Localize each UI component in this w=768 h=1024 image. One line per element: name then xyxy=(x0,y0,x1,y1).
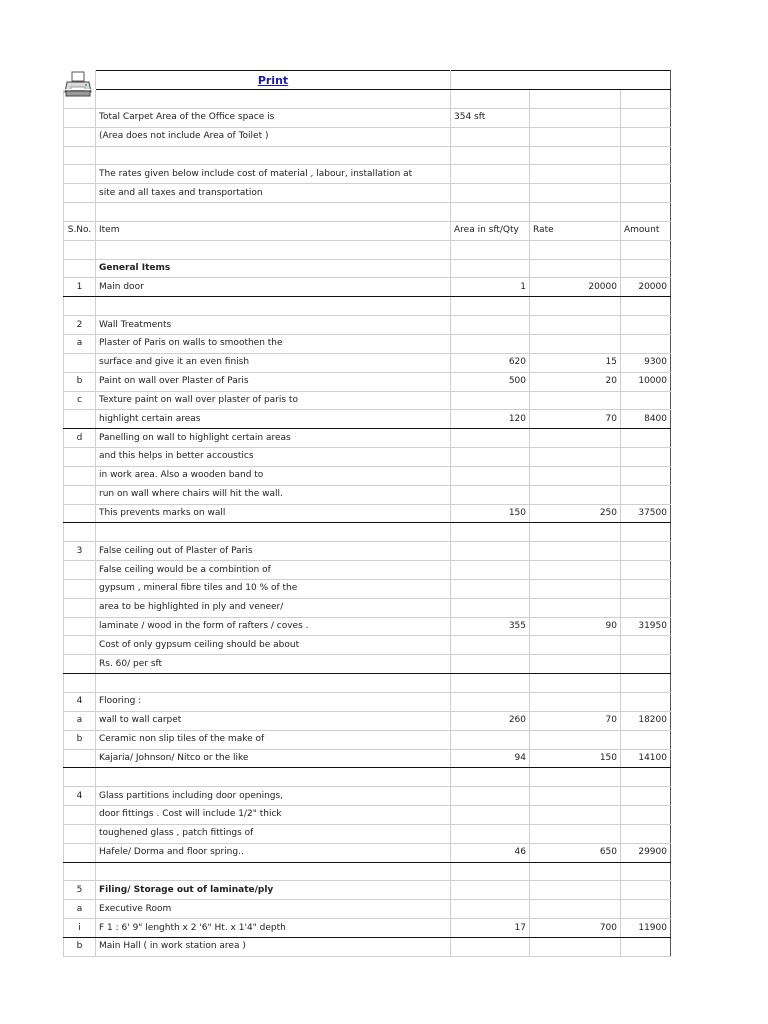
table-row xyxy=(64,90,671,109)
cell-area: 1 xyxy=(451,278,530,297)
cell-rate xyxy=(530,429,621,448)
table-row xyxy=(64,843,671,862)
cell-item: highlight certain areas xyxy=(96,410,451,429)
cell-sno xyxy=(64,617,96,636)
print-row-blank xyxy=(451,71,671,90)
cell-amount: 31950 xyxy=(621,617,671,636)
cell-amount xyxy=(621,485,671,504)
cell-rate: 70 xyxy=(530,711,621,730)
cell-item: Main Hall ( in work station area ) xyxy=(96,937,451,956)
cell-area: 46 xyxy=(451,843,530,862)
cell-amount xyxy=(621,655,671,674)
estimate-sheet xyxy=(63,70,671,957)
cell-sno: 5 xyxy=(64,881,96,900)
table-row xyxy=(64,787,671,806)
cell-amount xyxy=(621,240,671,259)
table-row xyxy=(64,259,671,278)
cell-amount xyxy=(621,108,671,127)
cell-item: Total Carpet Area of the Office space is xyxy=(96,108,451,127)
table-row xyxy=(64,353,671,372)
cell-sno xyxy=(64,259,96,278)
cell-rate xyxy=(530,334,621,353)
cell-area xyxy=(451,881,530,900)
cell-rate xyxy=(530,165,621,184)
cell-amount: 10000 xyxy=(621,372,671,391)
cell-area xyxy=(451,466,530,485)
cell-sno: b xyxy=(64,937,96,956)
cell-sno xyxy=(64,90,96,109)
cell-item xyxy=(96,146,451,165)
table-row xyxy=(64,768,671,787)
cell-item: The rates given below include cost of material , labour, installation at xyxy=(96,165,451,184)
cell-area xyxy=(451,862,530,881)
table-row xyxy=(64,636,671,655)
table-row xyxy=(64,108,671,127)
table-row xyxy=(64,184,671,203)
table-row xyxy=(64,410,671,429)
icon-cell xyxy=(64,71,96,90)
cell-amount xyxy=(621,674,671,693)
cell-rate: 20 xyxy=(530,372,621,391)
cell-sno xyxy=(64,448,96,467)
cell-rate xyxy=(530,787,621,806)
cell-amount: 20000 xyxy=(621,278,671,297)
cell-rate xyxy=(530,523,621,542)
table-row xyxy=(64,297,671,316)
cell-item: Ceramic non slip tiles of the make of xyxy=(96,730,451,749)
cell-area xyxy=(451,203,530,222)
table-row xyxy=(64,749,671,768)
cell-amount xyxy=(621,730,671,749)
cell-sno xyxy=(64,768,96,787)
cell-amount xyxy=(621,90,671,109)
cell-item xyxy=(96,297,451,316)
cell-amount: 29900 xyxy=(621,843,671,862)
cell-area: 120 xyxy=(451,410,530,429)
cell-area xyxy=(451,730,530,749)
cell-item: run on wall where chairs will hit the wall. xyxy=(96,485,451,504)
cell-rate xyxy=(530,900,621,919)
cell-rate xyxy=(530,730,621,749)
cell-amount xyxy=(621,561,671,580)
cell-area xyxy=(451,297,530,316)
cell-area xyxy=(451,184,530,203)
cell-sno: i xyxy=(64,919,96,938)
cell-item: gypsum , mineral fibre tiles and 10 % of the xyxy=(96,579,451,598)
cell-amount xyxy=(621,579,671,598)
cell-item: laminate / wood in the form of rafters / coves . xyxy=(96,617,451,636)
cell-sno xyxy=(64,466,96,485)
cell-item: site and all taxes and transportation xyxy=(96,184,451,203)
cell-area xyxy=(451,561,530,580)
table-row xyxy=(64,429,671,448)
cell-item xyxy=(96,674,451,693)
cell-sno xyxy=(64,579,96,598)
table-row xyxy=(64,316,671,335)
cell-area xyxy=(451,391,530,410)
table-row xyxy=(64,693,671,712)
table-row xyxy=(64,504,671,523)
cell-item: toughened glass , patch fittings of xyxy=(96,824,451,843)
cell-item: General Items xyxy=(96,259,451,278)
cell-amount xyxy=(621,937,671,956)
cell-amount xyxy=(621,824,671,843)
cell-amount: 37500 xyxy=(621,504,671,523)
table-row xyxy=(64,617,671,636)
cell-rate xyxy=(530,240,621,259)
table-row xyxy=(64,862,671,881)
cell-amount xyxy=(621,542,671,561)
cell-rate xyxy=(530,598,621,617)
cell-amount: Amount xyxy=(621,221,671,240)
cell-amount xyxy=(621,787,671,806)
table-row xyxy=(64,655,671,674)
cell-area xyxy=(451,598,530,617)
table-row xyxy=(64,542,671,561)
cell-area: 500 xyxy=(451,372,530,391)
cell-amount xyxy=(621,448,671,467)
cell-item: Cost of only gypsum ceiling should be about xyxy=(96,636,451,655)
cell-sno: c xyxy=(64,391,96,410)
cell-amount xyxy=(621,636,671,655)
table-row xyxy=(64,730,671,749)
cell-area xyxy=(451,259,530,278)
cell-sno xyxy=(64,523,96,542)
cell-area xyxy=(451,674,530,693)
cell-sno xyxy=(64,108,96,127)
cell-rate xyxy=(530,448,621,467)
cell-rate xyxy=(530,542,621,561)
cell-sno: b xyxy=(64,730,96,749)
cell-amount xyxy=(621,768,671,787)
cell-item xyxy=(96,768,451,787)
table-row xyxy=(64,806,671,825)
cell-item: Plaster of Paris on walls to smoothen the xyxy=(96,334,451,353)
cell-amount xyxy=(621,523,671,542)
cell-area xyxy=(451,937,530,956)
cell-area: Area in sft/Qty xyxy=(451,221,530,240)
cell-item: Panelling on wall to highlight certain areas xyxy=(96,429,451,448)
cell-amount: 9300 xyxy=(621,353,671,372)
cell-item: (Area does not include Area of Toilet ) xyxy=(96,127,451,146)
cell-item xyxy=(96,203,451,222)
table-row xyxy=(64,579,671,598)
cell-sno: a xyxy=(64,334,96,353)
cell-area xyxy=(451,523,530,542)
table-row xyxy=(64,881,671,900)
cell-item xyxy=(96,862,451,881)
cell-item: wall to wall carpet xyxy=(96,711,451,730)
cell-area xyxy=(451,693,530,712)
cell-area xyxy=(451,429,530,448)
cell-area: 260 xyxy=(451,711,530,730)
table-row xyxy=(64,900,671,919)
cell-area xyxy=(451,542,530,561)
cell-rate xyxy=(530,824,621,843)
cell-item: Filing/ Storage out of laminate/ply xyxy=(96,881,451,900)
print-link[interactable]: Print xyxy=(257,73,289,87)
cell-rate xyxy=(530,146,621,165)
print-cell xyxy=(96,71,451,90)
table-row xyxy=(64,674,671,693)
cell-amount xyxy=(621,693,671,712)
cell-area xyxy=(451,768,530,787)
cell-amount xyxy=(621,466,671,485)
cell-item: Paint on wall over Plaster of Paris xyxy=(96,372,451,391)
cell-amount xyxy=(621,334,671,353)
cell-rate xyxy=(530,862,621,881)
cell-sno xyxy=(64,504,96,523)
cell-rate xyxy=(530,561,621,580)
cell-rate xyxy=(530,655,621,674)
cell-area xyxy=(451,636,530,655)
cell-area xyxy=(451,146,530,165)
cell-item: door fittings . Cost will include 1/2" thick xyxy=(96,806,451,825)
cell-sno xyxy=(64,674,96,693)
cell-rate: 90 xyxy=(530,617,621,636)
cell-amount xyxy=(621,806,671,825)
cell-sno: 4 xyxy=(64,787,96,806)
cell-amount: 18200 xyxy=(621,711,671,730)
cell-area xyxy=(451,316,530,335)
cell-amount xyxy=(621,862,671,881)
cell-area xyxy=(451,90,530,109)
cell-area xyxy=(451,787,530,806)
table-row xyxy=(64,146,671,165)
cell-sno xyxy=(64,485,96,504)
cell-item: Flooring : xyxy=(96,693,451,712)
cell-item: and this helps in better accoustics xyxy=(96,448,451,467)
cell-sno: a xyxy=(64,711,96,730)
table-row xyxy=(64,561,671,580)
cell-amount xyxy=(621,259,671,278)
cell-amount xyxy=(621,391,671,410)
cell-rate: 15 xyxy=(530,353,621,372)
cell-area: 620 xyxy=(451,353,530,372)
cell-sno: S.No. xyxy=(64,221,96,240)
cell-rate xyxy=(530,184,621,203)
cell-rate xyxy=(530,806,621,825)
cell-rate xyxy=(530,937,621,956)
cell-rate xyxy=(530,127,621,146)
cell-rate xyxy=(530,108,621,127)
table-row xyxy=(64,919,671,938)
cell-item: Wall Treatments xyxy=(96,316,451,335)
cell-item: This prevents marks on wall xyxy=(96,504,451,523)
cell-rate: 20000 xyxy=(530,278,621,297)
cell-rate xyxy=(530,203,621,222)
cell-rate xyxy=(530,579,621,598)
cell-item: Main door xyxy=(96,278,451,297)
cell-area xyxy=(451,334,530,353)
cell-area xyxy=(451,824,530,843)
cell-rate xyxy=(530,693,621,712)
cell-sno xyxy=(64,127,96,146)
cell-amount xyxy=(621,203,671,222)
cell-area: 150 xyxy=(451,504,530,523)
print-row xyxy=(64,71,671,90)
cell-amount xyxy=(621,165,671,184)
table-row xyxy=(64,240,671,259)
cell-item: False ceiling out of Plaster of Paris xyxy=(96,542,451,561)
cell-rate xyxy=(530,636,621,655)
cell-rate: 650 xyxy=(530,843,621,862)
cell-item: area to be highlighted in ply and veneer/ xyxy=(96,598,451,617)
cell-rate xyxy=(530,485,621,504)
cell-sno xyxy=(64,843,96,862)
cell-item: False ceiling would be a combintion of xyxy=(96,561,451,580)
cell-amount xyxy=(621,146,671,165)
cell-area xyxy=(451,448,530,467)
cell-area xyxy=(451,655,530,674)
cell-item: in work area. Also a wooden band to xyxy=(96,466,451,485)
cell-amount xyxy=(621,297,671,316)
cell-sno xyxy=(64,598,96,617)
table-row xyxy=(64,523,671,542)
table-row xyxy=(64,391,671,410)
cell-rate: 700 xyxy=(530,919,621,938)
table-row xyxy=(64,203,671,222)
cell-rate xyxy=(530,674,621,693)
cell-sno xyxy=(64,636,96,655)
table-row xyxy=(64,127,671,146)
cell-amount xyxy=(621,598,671,617)
cell-item: Rs. 60/ per sft xyxy=(96,655,451,674)
table-row xyxy=(64,466,671,485)
table-row xyxy=(64,278,671,297)
table-row xyxy=(64,372,671,391)
cell-area xyxy=(451,127,530,146)
cell-item: Executive Room xyxy=(96,900,451,919)
cell-sno xyxy=(64,561,96,580)
table-row xyxy=(64,937,671,956)
cell-area xyxy=(451,240,530,259)
cell-area: 94 xyxy=(451,749,530,768)
cell-area xyxy=(451,579,530,598)
cell-item xyxy=(96,523,451,542)
cell-sno: 3 xyxy=(64,542,96,561)
cell-amount xyxy=(621,184,671,203)
cell-item: Kajaria/ Johnson/ Nitco or the like xyxy=(96,749,451,768)
cell-rate xyxy=(530,391,621,410)
table-row xyxy=(64,334,671,353)
cell-amount xyxy=(621,316,671,335)
cell-sno xyxy=(64,806,96,825)
cell-item: Texture paint on wall over plaster of paris to xyxy=(96,391,451,410)
cell-area: 17 xyxy=(451,919,530,938)
table-row xyxy=(64,485,671,504)
cell-sno xyxy=(64,749,96,768)
cell-rate: Rate xyxy=(530,221,621,240)
cell-sno: b xyxy=(64,372,96,391)
cell-sno xyxy=(64,353,96,372)
table-row xyxy=(64,824,671,843)
cell-sno xyxy=(64,862,96,881)
cell-item: Hafele/ Dorma and floor spring.. xyxy=(96,843,451,862)
cell-sno: 4 xyxy=(64,693,96,712)
cell-rate xyxy=(530,466,621,485)
cell-sno: a xyxy=(64,900,96,919)
table-row xyxy=(64,598,671,617)
cell-sno xyxy=(64,655,96,674)
cell-sno xyxy=(64,165,96,184)
cell-area: 354 sft xyxy=(451,108,530,127)
cell-rate: 150 xyxy=(530,749,621,768)
cell-item: Item xyxy=(96,221,451,240)
cell-rate xyxy=(530,297,621,316)
table-row xyxy=(64,165,671,184)
cell-rate: 70 xyxy=(530,410,621,429)
cell-rate xyxy=(530,259,621,278)
cell-amount xyxy=(621,429,671,448)
cell-amount xyxy=(621,900,671,919)
cell-sno: 1 xyxy=(64,278,96,297)
cell-item xyxy=(96,240,451,259)
cell-sno xyxy=(64,297,96,316)
cell-sno: d xyxy=(64,429,96,448)
cell-rate xyxy=(530,881,621,900)
cell-area xyxy=(451,165,530,184)
table-row xyxy=(64,448,671,467)
cell-rate xyxy=(530,316,621,335)
cell-sno xyxy=(64,184,96,203)
cell-sno xyxy=(64,146,96,165)
table-row xyxy=(64,221,671,240)
cell-sno: 2 xyxy=(64,316,96,335)
cell-amount xyxy=(621,127,671,146)
cell-sno xyxy=(64,410,96,429)
cell-sno xyxy=(64,824,96,843)
cell-item: surface and give it an even finish xyxy=(96,353,451,372)
cell-rate: 250 xyxy=(530,504,621,523)
cell-area xyxy=(451,806,530,825)
cell-sno xyxy=(64,240,96,259)
cell-sno xyxy=(64,203,96,222)
cell-rate xyxy=(530,90,621,109)
cell-rate xyxy=(530,768,621,787)
cell-area xyxy=(451,485,530,504)
cell-amount xyxy=(621,881,671,900)
cell-area xyxy=(451,900,530,919)
cell-item: Glass partitions including door openings, xyxy=(96,787,451,806)
cell-item: F 1 : 6' 9" lenghth x 2 '6" Ht. x 1'4" depth xyxy=(96,919,451,938)
cell-amount: 14100 xyxy=(621,749,671,768)
cell-item xyxy=(96,90,451,109)
cell-amount: 11900 xyxy=(621,919,671,938)
cell-area: 355 xyxy=(451,617,530,636)
cell-amount: 8400 xyxy=(621,410,671,429)
table-row xyxy=(64,711,671,730)
